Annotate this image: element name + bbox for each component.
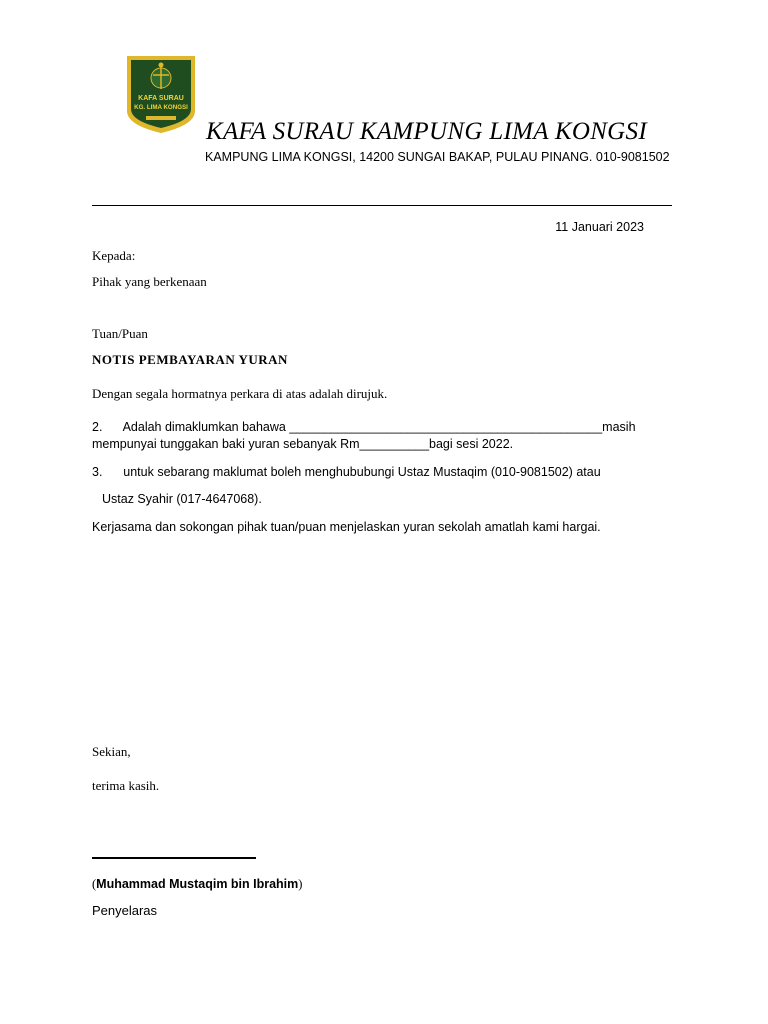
logo-text-2: KG. LIMA KONGSI xyxy=(134,104,188,111)
signatory-role: Penyelaras xyxy=(92,903,158,918)
paragraph-3-line-2: Ustaz Syahir (017-4647068). xyxy=(102,492,262,506)
salutation: Tuan/Puan xyxy=(92,326,148,341)
signatory-paren-close: ) xyxy=(298,877,303,891)
to-label: Kepada: xyxy=(92,248,136,263)
organization-address: KAMPUNG LIMA KONGSI, 14200 SUNGAI BAKAP, PULAU PINANG. 010-9081502 xyxy=(205,150,670,164)
paragraph-2-line-2: mempunyai tunggakan baki yuran sebanyak Rm__________bagi sesi 2022. xyxy=(92,437,514,451)
signatory-name: Muhammad Mustaqim bin Ibrahim xyxy=(96,877,299,891)
intro-paragraph: Dengan segala hormatnya perkara di atas adalah dirujuk. xyxy=(92,386,388,401)
closing-paragraph: Kerjasama dan sokongan pihak tuan/puan menjelaskan yuran sekolah amatlah kami hargai. xyxy=(92,520,601,534)
signatory-paren-open: ( xyxy=(92,877,97,891)
closing-terima-kasih: terima kasih. xyxy=(92,778,160,793)
letter-date: 11 Januari 2023 xyxy=(555,220,644,234)
signature-line xyxy=(92,857,256,859)
organization-name: KAFA SURAU KAMPUNG LIMA KONGSI xyxy=(206,118,647,145)
logo-text-1: KAFA SURAU xyxy=(138,95,184,102)
header-divider xyxy=(92,205,672,206)
recipient: Pihak yang berkenaan xyxy=(92,274,207,289)
paragraph-2-line-1: 2. Adalah dimaklumkan bahawa _____________________________________________masih xyxy=(92,420,636,434)
signatory-name-block xyxy=(92,877,302,892)
closing-sekian: Sekian, xyxy=(92,744,131,759)
notice-title: NOTIS PEMBAYARAN YURAN xyxy=(92,352,288,367)
school-logo xyxy=(124,53,198,135)
paragraph-3-line-1: 3. untuk sebarang maklumat boleh menghububungi Ustaz Mustaqim (010-9081502) atau xyxy=(92,465,601,479)
